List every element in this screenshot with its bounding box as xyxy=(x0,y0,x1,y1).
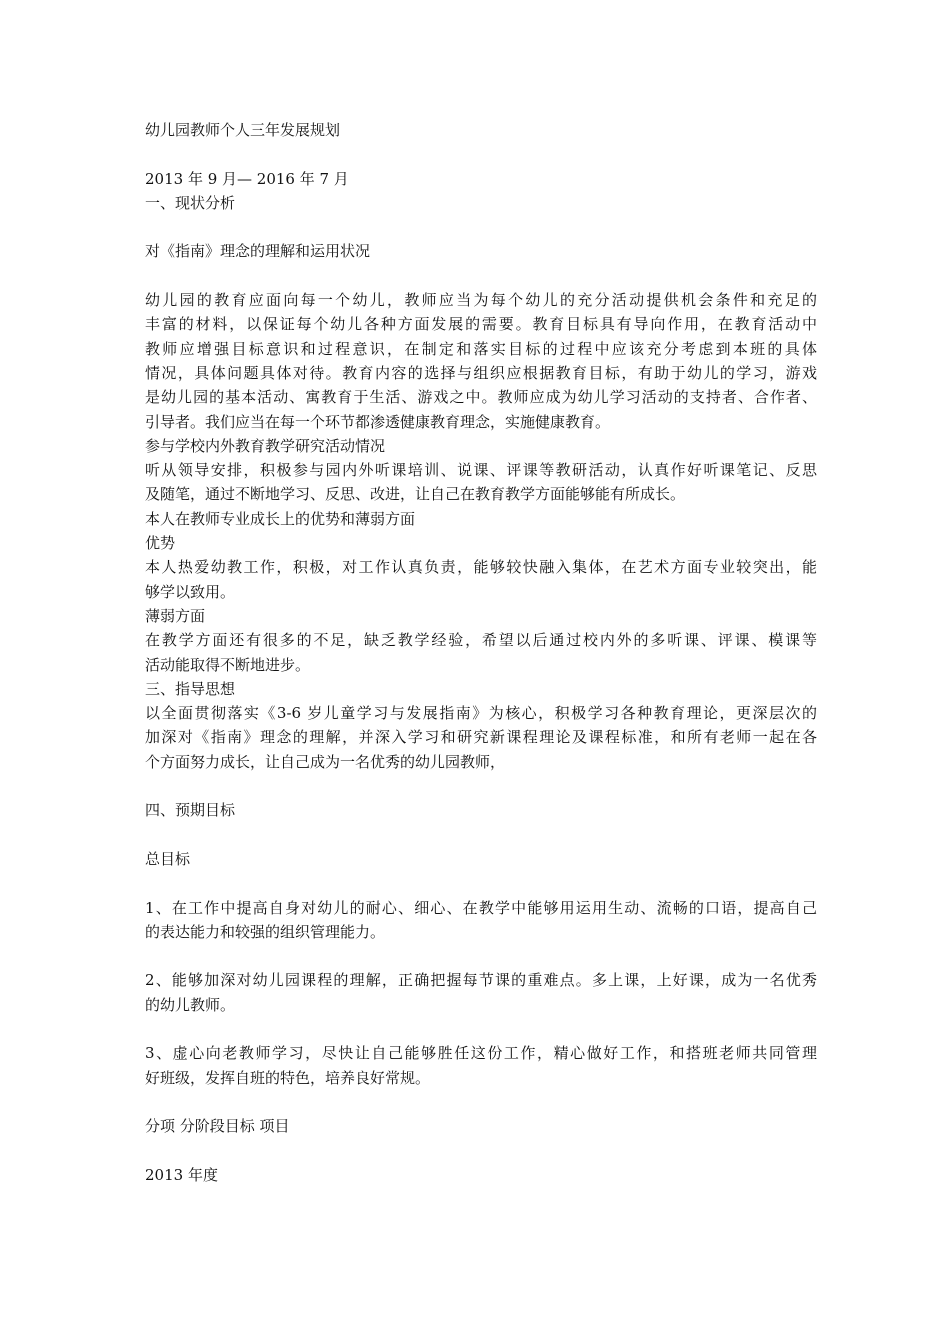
paragraph-line: 够学以致用。 xyxy=(145,582,236,601)
subheading-strengths-weaknesses: 本人在教师专业成长上的优势和薄弱方面 xyxy=(145,509,416,528)
document-title: 幼儿园教师个人三年发展规划 xyxy=(145,121,341,139)
spacer xyxy=(145,823,817,847)
spacer xyxy=(145,215,817,239)
spacer xyxy=(145,264,817,288)
spacer xyxy=(145,774,817,798)
subheading-strengths: 优势 xyxy=(145,534,176,553)
paragraph-line: 引导者。我们应当在每一个环节都渗透健康教育理念，实施健康教育。 xyxy=(145,412,611,431)
goal-item-3 xyxy=(145,1041,817,1090)
spacer xyxy=(145,944,817,968)
paragraph-line: 是幼儿园的基本活动、寓教育于生活、游戏之中。教师应成为幼儿学习活动的支持者、合作者、 xyxy=(145,388,817,407)
spacer xyxy=(145,871,817,895)
paragraph-guiding-ideas xyxy=(145,701,817,774)
goal-item-1 xyxy=(145,896,817,945)
paragraph-line: 活动能取得不断地进步。 xyxy=(145,655,311,674)
paragraph-strengths xyxy=(145,555,817,604)
paragraph-research-activities xyxy=(145,458,817,507)
paragraph-weaknesses xyxy=(145,628,817,677)
paragraph-line: 加深对《指南》理念的理解，并深入学习和研究新课程理论及课程标准，和所有老师一起在各 xyxy=(145,728,817,747)
paragraph-line: 个方面努力成长，让自己成为一名优秀的幼儿园教师， xyxy=(145,752,506,771)
paragraph-guide-understanding xyxy=(145,288,817,434)
section-heading-guiding-ideas: 三、指导思想 xyxy=(145,679,236,698)
spacer xyxy=(145,1090,817,1114)
subheading-weaknesses: 薄弱方面 xyxy=(145,606,206,625)
paragraph-line: 教师应增强目标意识和过程意识，在制定和落实目标的过程中应该充分考虑到本班的具体 xyxy=(145,339,817,358)
paragraph-line: 本人热爱幼教工作，积极，对工作认真负责，能够较快融入集体，在艺术方面专业较突出，能 xyxy=(145,558,817,577)
subheading-overall-goal: 总目标 xyxy=(145,849,191,868)
document-body xyxy=(145,118,817,1187)
paragraph-line: 听从领导安排，积极参与园内外听课培训、说课、评课等教研活动，认真作好听课笔记、反思 xyxy=(145,461,817,480)
spacer xyxy=(145,142,817,166)
date-range: 2013 年 9 月— 2016 年 7 月 xyxy=(145,169,349,188)
paragraph-line: 情况，具体问题具体对待。教育内容的选择与组织应根据教育目标，有助于幼儿的学习，游戏 xyxy=(145,363,817,382)
spacer xyxy=(145,1017,817,1041)
goal-item-2 xyxy=(145,968,817,1017)
spacer xyxy=(145,1138,817,1162)
paragraph-line: 2、能够加深对幼儿园课程的理解，正确把握每节课的重难点。多上课，上好课，成为一名优秀 xyxy=(145,971,817,990)
subheading-sub-goals: 分项 分阶段目标 项目 xyxy=(145,1117,290,1136)
subheading-research-activities: 参与学校内外教育教学研究活动情况 xyxy=(145,436,386,455)
section-heading-expected-goals: 四、预期目标 xyxy=(145,801,236,820)
paragraph-line: 3、虚心向老教师学习，尽快让自己能够胜任这份工作，精心做好工作，和搭班老师共同管理 xyxy=(145,1044,817,1063)
paragraph-line: 的表达能力和较强的组织管理能力。 xyxy=(145,922,386,941)
paragraph-line: 幼儿园的教育应面向每一个幼儿，教师应当为每个幼儿的充分活动提供机会条件和充足的 xyxy=(145,291,817,310)
paragraph-line: 好班级，发挥自班的特色，培养良好常规。 xyxy=(145,1068,431,1087)
paragraph-line: 及随笔，通过不断地学习、反思、改进，让自己在教育教学方面能够能有所成长。 xyxy=(145,485,686,504)
paragraph-line: 1、在工作中提高自身对幼儿的耐心、细心、在教学中能够用运用生动、流畅的口语，提高自己 xyxy=(145,898,817,917)
paragraph-line: 的幼儿教师。 xyxy=(145,995,236,1014)
subheading-guide-understanding: 对《指南》理念的理解和运用状况 xyxy=(145,242,371,261)
paragraph-line: 以全面贯彻落实《3-6 岁儿童学习与发展指南》为核心，积极学习各种教育理论，更深层次的 xyxy=(145,704,817,723)
paragraph-line: 在教学方面还有很多的不足，缺乏教学经验，希望以后通过校内外的多听课、评课、模课等 xyxy=(145,631,817,650)
year-label: 2013 年度 xyxy=(145,1165,218,1184)
paragraph-line: 丰富的材料，以保证每个幼儿各种方面发展的需要。教育目标具有导向作用，在教育活动中 xyxy=(145,315,817,334)
section-heading-analysis: 一、现状分析 xyxy=(145,193,236,212)
